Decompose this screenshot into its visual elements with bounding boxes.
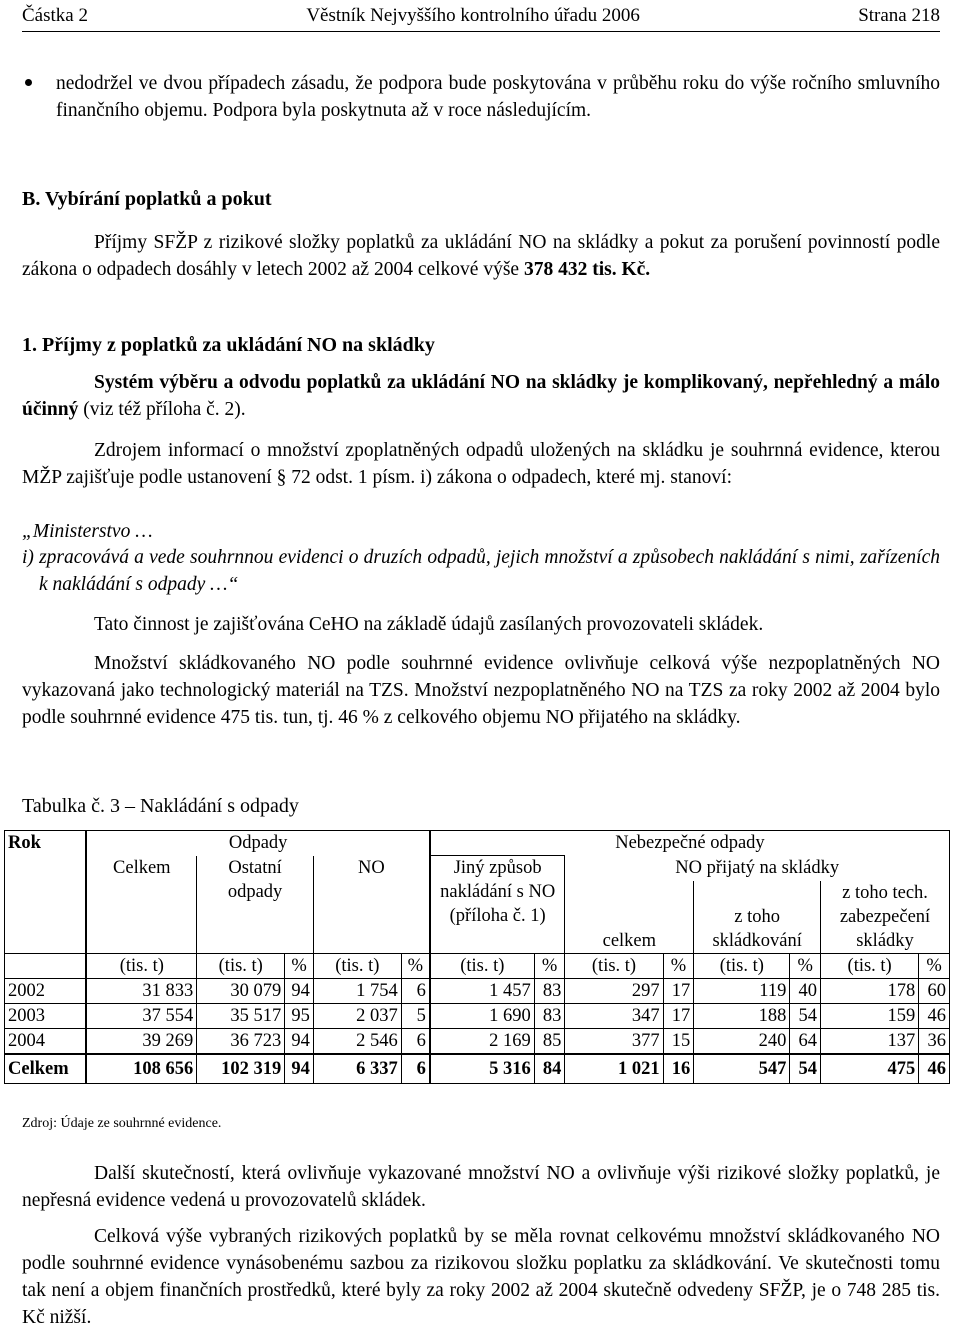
- table-caption: Tabulka č. 3 – Nakládání s odpady: [22, 795, 299, 817]
- unit-cell: %: [790, 953, 821, 978]
- quote-line-2: i) zpracovává a vede souhrnnou evidenci o druzích odpadů, jejich množství a způsobech nakládání s nimi, zařízeních k nakládání s odpady …“: [22, 547, 940, 595]
- table-cell: 84: [534, 1054, 565, 1084]
- quote-line-1: „Ministerstvo …: [22, 521, 153, 542]
- row-year-cell: 2003: [5, 1003, 87, 1028]
- unit-cell: %: [534, 953, 565, 978]
- header-issue: Částka 2: [22, 5, 88, 27]
- table-body: [5, 978, 950, 1084]
- unit-cell: %: [401, 953, 430, 978]
- table-cell: 5 316: [430, 1054, 534, 1084]
- header-jiny-zpusob: Jiný způsob nakládání s NO (příloha č. 1): [430, 856, 565, 954]
- bullet-item: [22, 70, 940, 124]
- table-cell: 36: [919, 1028, 950, 1054]
- table-cell: 54: [790, 1003, 821, 1028]
- unit-cell: (tis. t): [86, 953, 196, 978]
- subsection-1-paragraph-3: Tato činnost je zajišťována CeHO na základě údajů zasílaných provozovateli skládek.: [94, 614, 764, 635]
- table-cell: 94: [285, 978, 314, 1003]
- section-b-amount: 378 432 tis. Kč.: [523, 259, 651, 280]
- table-cell: 36 723: [197, 1028, 285, 1054]
- table-cell: 64: [790, 1028, 821, 1054]
- subsection-1-paragraph-1: [22, 369, 940, 423]
- unit-cell: %: [285, 953, 314, 978]
- table-cell: 347: [565, 1003, 663, 1028]
- unit-cell: (tis. t): [565, 953, 663, 978]
- header-rok: Rok: [5, 831, 87, 954]
- table-cell: 30 079: [197, 978, 285, 1003]
- header-celkem-lower: celkem: [565, 881, 694, 954]
- header-journal-title: Věstník Nejvyššího kontrolního úřadu 2006: [306, 5, 640, 27]
- table-header-row-2: [5, 856, 950, 881]
- table-cell: 1 021: [565, 1054, 663, 1084]
- header-z-toho-tech-zabezpeceni: z toho tech. zabezpečení skládky: [821, 881, 950, 954]
- table-cell: 377: [565, 1028, 663, 1054]
- closing-paragraph-2: Celková výše vybraných rizikových poplatků by se měla rovnat celkovému množství skládkovaného NO podle souhrnné evidence vynásobenému sazbou za rizikovou složku poplatku za skládkování. Ve skutečnosti tomu tak není a objem finančních prostředků, které byly za roky 2002 až 2004 skutečně odvedeny SFŽP, je o 748 285 tis. Kč nižší.: [22, 1226, 940, 1328]
- table-cell: 46: [919, 1054, 950, 1084]
- table-cell: 6: [401, 1028, 430, 1054]
- row-year-cell: 2004: [5, 1028, 87, 1054]
- table-cell: 178: [821, 978, 919, 1003]
- table-cell: 137: [821, 1028, 919, 1054]
- header-no: NO: [313, 856, 430, 954]
- table-cell: 2 546: [313, 1028, 401, 1054]
- subsection-1-reference: (viz též příloha č. 2).: [78, 399, 246, 420]
- table-header-row-1: [5, 831, 950, 856]
- table-cell: 240: [694, 1028, 790, 1054]
- table-cell: 31 833: [86, 978, 196, 1003]
- table-cell: 15: [663, 1028, 694, 1054]
- unit-cell: %: [663, 953, 694, 978]
- table-cell: 94: [285, 1054, 314, 1084]
- table-cell: 1 690: [430, 1003, 534, 1028]
- header-odpady: Odpady: [86, 831, 430, 856]
- subsection-1-finding: Systém výběru a odvodu poplatků za ukládání NO na skládky je komplikovaný, nepřehledný a málo účinný: [22, 372, 940, 420]
- table-cell: 35 517: [197, 1003, 285, 1028]
- table-cell: 159: [821, 1003, 919, 1028]
- waste-table: [4, 830, 950, 1084]
- table-cell: 108 656: [86, 1054, 196, 1084]
- table-cell: 39 269: [86, 1028, 196, 1054]
- table-units-row: [5, 953, 950, 978]
- table-cell: 6 337: [313, 1054, 401, 1084]
- unit-cell: (tis. t): [694, 953, 790, 978]
- table-cell: 83: [534, 1003, 565, 1028]
- row-year-cell: 2002: [5, 978, 87, 1003]
- section-b-text: Příjmy SFŽP z rizikové složky poplatků za ukládání NO na skládky a pokut za porušení povinností podle zákona o odpadech dosáhly v letech 2002 až 2004 celkové výše: [22, 232, 940, 280]
- unit-cell: (tis. t): [430, 953, 534, 978]
- header-ostatni-odpady: Ostatní odpady: [197, 856, 314, 954]
- table-cell: 1 457: [430, 978, 534, 1003]
- subsection-1-heading: 1. Příjmy z poplatků za ukládání NO na skládky: [22, 334, 435, 356]
- table-cell: 188: [694, 1003, 790, 1028]
- table-cell: 475: [821, 1054, 919, 1084]
- table-cell: 6: [401, 1054, 430, 1084]
- table-cell: 95: [285, 1003, 314, 1028]
- table-cell: 37 554: [86, 1003, 196, 1028]
- header-no-prijaty: NO přijatý na skládky: [565, 856, 950, 881]
- subsection-1-paragraph-4: Množství skládkovaného NO podle souhrnné evidence ovlivňuje celková výše nezpoplatněných NO vykazovaná jako technologický materiál na TZS. Množství nezpoplatněného NO na TZS za roky 2002 až 2004 bylo podle souhrnné evidence 475 tis. tun, tj. 46 % z celkového objemu NO přijatého na skládky.: [22, 653, 940, 728]
- unit-cell: %: [919, 953, 950, 978]
- table-cell: 16: [663, 1054, 694, 1084]
- table-total-row: [5, 1054, 950, 1084]
- table-cell: 2 037: [313, 1003, 401, 1028]
- unit-cell: (tis. t): [313, 953, 401, 978]
- subsection-1-paragraph-2: Zdrojem informací o množství zpoplatněných odpadů uložených na skládku je souhrnná evidence, kterou MŽP zajišťuje podle ustanovení § 72 odst. 1 písm. i) zákona o odpadech, které mj. stanoví:: [22, 440, 940, 488]
- table-cell: 5: [401, 1003, 430, 1028]
- table-cell: 102 319: [197, 1054, 285, 1084]
- closing-paragraph-1: Další skutečností, která ovlivňuje vykazované množství NO a ovlivňuje výši rizikové složky poplatků, je nepřesná evidence vedená u provozovatelů skládek.: [22, 1163, 940, 1211]
- header-nebezpecne-odpady: Nebezpečné odpady: [430, 831, 950, 856]
- table-cell: 83: [534, 978, 565, 1003]
- table-cell: 297: [565, 978, 663, 1003]
- table-cell: 40: [790, 978, 821, 1003]
- table-row: [5, 1028, 950, 1054]
- bullet-text: nedodržel ve dvou případech zásadu, že podpora bude poskytována v průběhu roku do výše ročního smluvního finančního objemu. Podpora byla poskytnuta až v roce následujícím.: [56, 73, 940, 121]
- table-row: [5, 978, 950, 1003]
- table-row: [5, 1003, 950, 1028]
- bullet-icon: [25, 79, 32, 86]
- unit-cell: (tis. t): [821, 953, 919, 978]
- table-source-note: Zdroj: Údaje ze souhrnné evidence.: [22, 1116, 222, 1131]
- section-b-paragraph: [22, 229, 940, 283]
- table-cell: 46: [919, 1003, 950, 1028]
- units-empty: [5, 953, 87, 978]
- header-page-number: Strana 218: [858, 5, 940, 27]
- table-cell: 6: [401, 978, 430, 1003]
- row-year-cell: Celkem: [5, 1054, 87, 1084]
- section-b-heading: B. Vybírání poplatků a pokut: [22, 188, 272, 210]
- table-cell: 119: [694, 978, 790, 1003]
- table-cell: 85: [534, 1028, 565, 1054]
- header-z-toho-skladkovani: z toho skládkování: [694, 881, 821, 954]
- table-cell: 54: [790, 1054, 821, 1084]
- page-header: [22, 2, 940, 32]
- table-cell: 17: [663, 978, 694, 1003]
- table-cell: 94: [285, 1028, 314, 1054]
- table-cell: 60: [919, 978, 950, 1003]
- table-cell: 1 754: [313, 978, 401, 1003]
- table-cell: 17: [663, 1003, 694, 1028]
- table-cell: 547: [694, 1054, 790, 1084]
- table-cell: 2 169: [430, 1028, 534, 1054]
- unit-cell: (tis. t): [197, 953, 285, 978]
- header-celkem: Celkem: [86, 856, 196, 954]
